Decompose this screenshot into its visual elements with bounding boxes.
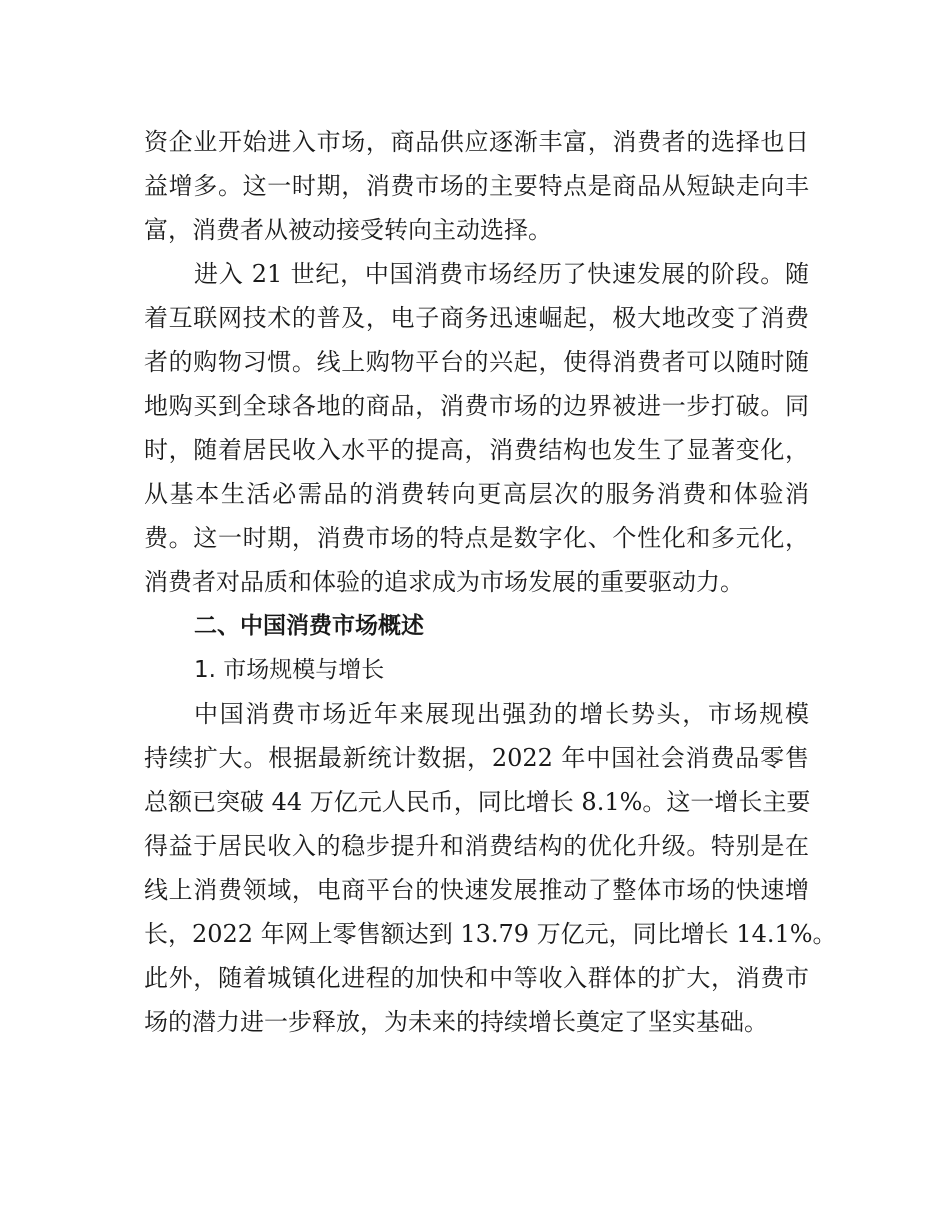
text-line: 着互联网技术的普及，电子商务迅速崛起，极大地改变了消费 [144, 304, 809, 332]
section-heading: 二、中国消费市场概述 [194, 613, 424, 639]
text-line: 消费者对品质和体验的追求成为市场发展的重要驱动力。 [144, 568, 744, 596]
text-line: 时，随着居民收入水平的提高，消费结构也发生了显著变化， [144, 436, 809, 464]
text-line: 线上消费领域，电商平台的快速发展推动了整体市场的快速增 [144, 876, 809, 904]
text-line: 地购买到全球各地的商品，消费市场的边界被进一步打破。同 [144, 392, 809, 420]
text-line: 此外，随着城镇化进程的加快和中等收入群体的扩大，消费市 [144, 964, 809, 992]
text-line: 持续扩大。根据最新统计数据，2022 年中国社会消费品零售 [144, 744, 809, 772]
text-line: 得益于居民收入的稳步提升和消费结构的优化升级。特别是在 [144, 832, 809, 860]
text-line: 场的潜力进一步释放，为未来的持续增长奠定了坚实基础。 [144, 1008, 768, 1036]
text-line: 益增多。这一时期，消费市场的主要特点是商品从短缺走向丰 [144, 172, 809, 200]
text-line: 长，2022 年网上零售额达到 13.79 万亿元，同比增长 14.1%。 [144, 920, 837, 948]
text-line: 总额已突破 44 万亿元人民币，同比增长 8.1%。这一增长主要 [144, 788, 811, 816]
text-line: 进入 21 世纪，中国消费市场经历了快速发展的阶段。随 [194, 260, 809, 288]
text-line: 中国消费市场近年来展现出强劲的增长势头，市场规模 [194, 700, 809, 728]
paragraph-1 [144, 120, 809, 252]
paragraph-2 [144, 252, 809, 604]
subsection-heading: 1. 市场规模与增长 [194, 657, 385, 683]
text-line: 者的购物习惯。线上购物平台的兴起，使得消费者可以随时随 [144, 348, 809, 376]
text-line: 从基本生活必需品的消费转向更高层次的服务消费和体验消 [144, 480, 809, 508]
text-line: 资企业开始进入市场，商品供应逐渐丰富，消费者的选择也日 [144, 128, 809, 156]
text-line: 费。这一时期，消费市场的特点是数字化、个性化和多元化， [144, 524, 809, 552]
text-line: 富，消费者从被动接受转向主动选择。 [144, 216, 552, 244]
body-text [144, 120, 837, 1044]
paragraph-3 [144, 692, 837, 1044]
